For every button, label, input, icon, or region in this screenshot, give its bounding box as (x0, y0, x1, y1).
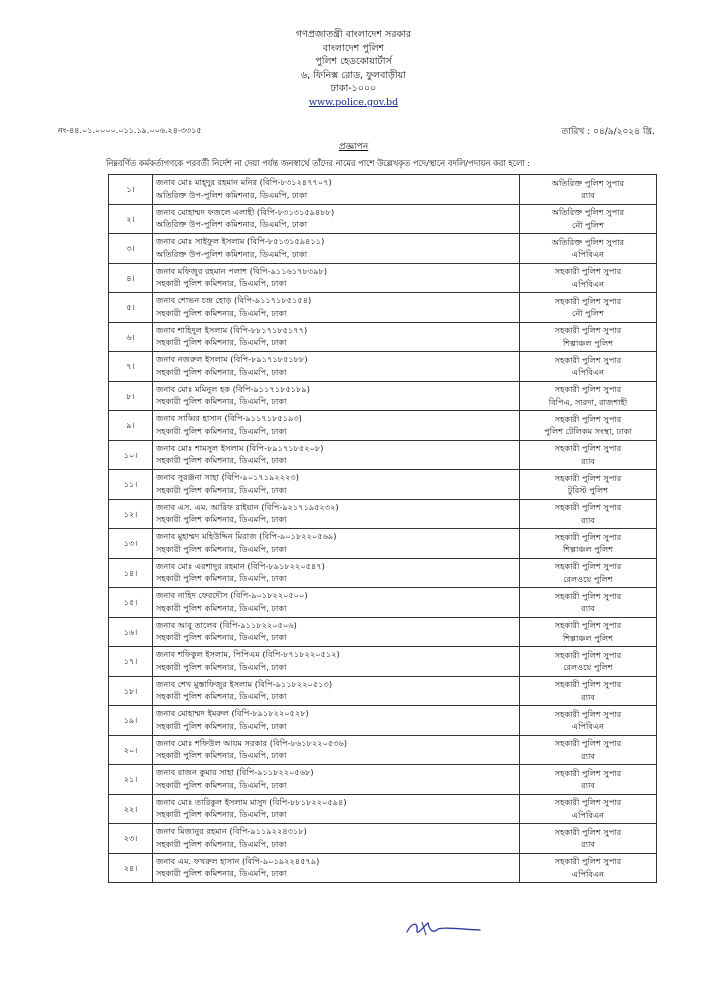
new-posting-cell (520, 647, 657, 677)
officer-name: জনাব মোঃ মমিনুল হক (বিপি-৯১১৭১৮৫১৮৯) (156, 383, 310, 394)
serial-number: ১৭। (109, 647, 153, 677)
new-posting-cell (520, 765, 657, 795)
officer-cell (153, 617, 520, 647)
new-designation: সহকারী পুলিশ সুপার (554, 826, 622, 837)
officer-cell (153, 529, 520, 559)
officer-cell (153, 322, 520, 352)
serial-number: ৬। (109, 322, 153, 352)
officer-name: জনাব মোঃ সাইফুল ইসলাম (বিপি-৮৫১৩১৫৯৪১১) (156, 236, 325, 246)
officer-name: জনাব মোঃ শামসুল ইসলাম (বিপি-৮৯১৭১৮৫২০৮) (156, 442, 324, 453)
current-posting: সহকারী পুলিশ কমিশনার, ডিএমপি, ঢাকা (156, 809, 287, 819)
new-posting-cell (520, 234, 657, 264)
new-posting-cell (520, 588, 657, 618)
new-designation: অতিরিক্ত পুলিশ সুপার (551, 207, 625, 218)
new-posting-cell (520, 470, 657, 500)
officer-cell (153, 676, 520, 706)
new-posting-cell (520, 706, 657, 736)
new-posting-cell (520, 381, 657, 411)
officer-name: জনাব মোহাম্মদ ইমরুল (বিপি-৮৯১৮২২০৫২৮) (156, 708, 309, 718)
new-designation: অতিরিক্ত পুলিশ সুপার (551, 236, 625, 247)
officer-cell (153, 794, 520, 824)
new-posting-cell (520, 499, 657, 529)
table-row (109, 440, 657, 470)
serial-number: ১৬। (109, 617, 153, 647)
current-posting: সহকারী পুলিশ কমিশনার, ডিএমপি, ঢাকা (156, 661, 287, 672)
serial-number: ৮। (109, 381, 153, 411)
reference-number: নং-৪৪.০১.০০০০.০১১.১৯.০০৬.২৪-৩৩১৫ (58, 126, 202, 135)
table-row (109, 234, 657, 264)
officer-name: জনাব শফিকুল ইসলাম, পিপিএম (বিপি-৮৭১৮২২০৫১২) (156, 649, 340, 659)
new-designation: সহকারী পুলিশ সুপার (554, 384, 622, 395)
department-name: বাংলাদেশ পুলিশ (322, 42, 385, 54)
officer-name: জনাব সাব্বির হাসান (বিপি-৯১১৭১৮৫১৯৩) (156, 413, 302, 423)
new-posting-cell (520, 352, 657, 382)
letterhead (0, 28, 707, 110)
current-posting: সহকারী পুলিশ কমিশনার, ডিএমপি, ঢাকা (156, 307, 287, 318)
new-posting-cell (520, 293, 657, 323)
new-posting-cell (520, 204, 657, 234)
current-posting: সহকারী পুলিশ কমিশনার, ডিএমপি, ঢাকা (156, 484, 287, 495)
notice-title: প্রজ্ঞাপন (338, 142, 369, 152)
table-row (109, 293, 657, 323)
officer-cell (153, 853, 520, 883)
current-posting: সহকারী পুলিশ কমিশনার, ডিএমপি, ঢাকা (156, 602, 287, 613)
new-posting-cell (520, 853, 657, 883)
new-designation: সহকারী পুলিশ সুপার (554, 620, 622, 631)
officer-name: জনাব সুরঞ্জনা সাহা (বিপি-৯০১৭১৯২২২৩) (156, 472, 299, 482)
serial-number: ৫। (109, 293, 153, 323)
serial-number: ১। (109, 175, 153, 205)
new-unit: এপিবিএন (571, 249, 605, 260)
current-posting: সহকারী পুলিশ কমিশনার, ডিএমপি, ঢাকা (156, 691, 287, 701)
officer-cell (153, 411, 520, 441)
serial-number: ১৯। (109, 706, 153, 736)
table-row (109, 765, 657, 795)
table-row (109, 263, 657, 293)
serial-number: ৯। (109, 411, 153, 441)
table-row (109, 499, 657, 529)
officer-cell (153, 234, 520, 264)
new-designation: সহকারী পুলিশ সুপার (554, 856, 622, 867)
new-designation: সহকারী পুলিশ সুপার (554, 561, 622, 572)
table-row (109, 794, 657, 824)
table-row (109, 706, 657, 736)
new-posting-cell (520, 676, 657, 706)
officer-cell (153, 175, 520, 205)
current-posting: অতিরিক্ত উপ-পুলিশ কমিশনার, ডিএমপি, ঢাকা (156, 248, 308, 259)
officer-cell (153, 706, 520, 736)
officer-name: জনাব এম. ফখরুল হাসান (বিপি-৯০১৯২২৪৫৭৯) (156, 855, 320, 866)
serial-number: ২৪। (109, 853, 153, 883)
new-unit: রেলওয়ে পুলিশ (563, 662, 613, 673)
officer-name: জনাব মোঃ তারিকুল ইসলাম মাসুদ (বিপি-৮৮১৮২২০৫৯৪) (156, 796, 347, 807)
current-posting: সহকারী পুলিশ কমিশনার, ডিএমপি, ঢাকা (156, 278, 287, 288)
new-designation: সহকারী পুলিশ সুপার (554, 767, 622, 778)
officer-name: জনাব শেখ মুস্তাফিজুর ইসলাম (বিপি-৯১১৮২২০৫১৩) (156, 678, 333, 689)
table-row (109, 735, 657, 765)
officer-name: জনাব নজরুল ইসলাম (বিপি-৮৯১৭১৮৫১৮৮) (156, 354, 308, 364)
serial-number: ২২। (109, 794, 153, 824)
new-designation: সহকারী পুলিশ সুপার (554, 413, 622, 424)
new-unit: র‍্যাব (581, 603, 595, 614)
serial-number: ৭। (109, 352, 153, 382)
new-designation: সহকারী পুলিশ সুপার (554, 590, 622, 601)
officer-name: জনাব মিজানুর রহমান (বিপি-৯১১৯২২৪৩১৮) (156, 826, 307, 836)
new-posting-cell (520, 440, 657, 470)
transfer-table (108, 174, 657, 883)
issue-date: তারিখ : ০৪/৯/২০২৪ খ্রি. (561, 127, 655, 137)
new-posting-cell (520, 735, 657, 765)
new-posting-cell (520, 263, 657, 293)
new-unit: র‍্যাব (581, 839, 595, 850)
officer-name: জনাব নাহিদ ফেরদৌস (বিপি-৯০১৮২২০৫০০) (156, 590, 308, 600)
table-row (109, 175, 657, 205)
new-posting-cell (520, 322, 657, 352)
officer-cell (153, 352, 520, 382)
serial-number: ১২। (109, 499, 153, 529)
new-posting-cell (520, 794, 657, 824)
new-designation: সহকারী পুলিশ সুপার (554, 266, 622, 277)
new-designation: সহকারী পুলিশ সুপার (554, 738, 622, 749)
office-address: ৬, ফিনিক্স রোড, ফুলবাড়ীয়া (300, 69, 407, 81)
officer-name: জনাব শোভন চন্দ্র হোড় (বিপি-৯১১৭১৮৫১৫৪) (156, 295, 312, 305)
officer-cell (153, 381, 520, 411)
new-unit: এপিবিএন (571, 367, 605, 378)
new-unit: বিপিএ, সারদা, রাজশাহী (548, 396, 628, 407)
officer-name: জনাব মফিজুর রহমান পলাশ (বিপি-৯১১৬১৭৮৩৯৮) (156, 265, 328, 276)
current-posting: সহকারী পুলিশ কমিশনার, ডিএমপি, ঢাকা (156, 632, 287, 642)
officer-name: জনাব আবু তালেব (বিপি-৯১১৮২২০৫০৬) (156, 619, 297, 630)
officer-cell (153, 588, 520, 618)
officer-cell (153, 293, 520, 323)
officer-name: জনাব শাহিদুল ইসলাম (বিপি-৮৮১৭১৮৫১৭৭) (156, 324, 308, 335)
new-unit: টুরিস্ট পুলিশ (567, 485, 609, 496)
officer-cell (153, 263, 520, 293)
table-row (109, 470, 657, 500)
serial-number: ২। (109, 204, 153, 234)
table-row (109, 617, 657, 647)
new-unit: শিল্পাঞ্চল পুলিশ (562, 337, 614, 348)
signature (404, 918, 482, 940)
new-unit: পুলিশ টেলিকম সংস্থা, ঢাকা (544, 426, 632, 437)
current-posting: সহকারী পুলিশ কমিশনার, ডিএমপি, ঢাকা (156, 779, 287, 790)
table-row (109, 381, 657, 411)
new-posting-cell (520, 175, 657, 205)
officer-cell (153, 204, 520, 234)
new-unit: নৌ পুলিশ (572, 219, 604, 230)
officer-cell (153, 470, 520, 500)
new-designation: সহকারী পুলিশ সুপার (554, 472, 622, 483)
new-unit: র‍্যাব (581, 691, 595, 702)
officer-name: জনাব মুহাম্মদ মহিউদ্দিন মিরাজ (বিপি-৯০১৮২২০৫৬৯) (156, 531, 337, 541)
current-posting: সহকারী পুলিশ কমিশনার, ডিএমপি, ঢাকা (156, 366, 287, 377)
govt-name: গণপ্রজাতন্ত্রী বাংলাদেশ সরকার (295, 29, 412, 40)
new-designation: সহকারী পুলিশ সুপার (554, 325, 622, 336)
new-designation: সহকারী পুলিশ সুপার (554, 443, 622, 454)
officer-cell (153, 440, 520, 470)
serial-number: ২৩। (109, 824, 153, 854)
new-posting-cell (520, 558, 657, 588)
table-row (109, 824, 657, 854)
new-posting-cell (520, 617, 657, 647)
serial-number: ৩। (109, 234, 153, 264)
officer-cell (153, 558, 520, 588)
new-unit: নৌ পুলিশ (572, 308, 604, 319)
new-unit: র‍্যাব (581, 780, 595, 791)
current-posting: সহকারী পুলিশ কমিশনার, ডিএমপি, ঢাকা (156, 573, 287, 583)
officer-name: জনাব মোহাম্মদ ফজলে এলাহী (বিপি-৮৩১৩১৫৯৪৮৮) (156, 206, 335, 217)
table-row (109, 558, 657, 588)
officer-cell (153, 735, 520, 765)
new-unit: র‍্যাব (581, 514, 595, 525)
serial-number: ২১। (109, 765, 153, 795)
officer-cell (153, 499, 520, 529)
new-designation: সহকারী পুলিশ সুপার (554, 649, 622, 660)
serial-number: ১৪। (109, 558, 153, 588)
new-designation: সহকারী পুলিশ সুপার (554, 797, 622, 808)
current-posting: সহকারী পুলিশ কমিশনার, ডিএমপি, ঢাকা (156, 455, 287, 465)
office-city: ঢাকা-১০০০ (330, 83, 377, 95)
current-posting: সহকারী পুলিশ কমিশনার, ডিএমপি, ঢাকা (156, 838, 287, 849)
serial-number: ৪। (109, 263, 153, 293)
new-designation: সহকারী পুলিশ সুপার (554, 502, 622, 513)
new-unit: এপিবিএন (571, 721, 605, 732)
new-unit: র‍্যাব (581, 750, 595, 761)
current-posting: সহকারী পুলিশ কমিশনার, ডিএমপি, ঢাকা (156, 514, 287, 524)
new-unit: এপিবিএন (571, 809, 605, 820)
table-row (109, 647, 657, 677)
new-unit: শিল্পাঞ্চল পুলিশ (562, 632, 614, 643)
office-name: পুলিশ হেডকোয়ার্টার্স (315, 56, 392, 68)
table-row (109, 411, 657, 441)
officer-name: জনাব মোঃ মাহ্দুর রহমান মনির (বিপি-৮৩১২৪৭৭০৭) (156, 177, 332, 187)
officer-name: জনাব রাজন কুমার সাহা (বিপি-৯১১৮২২০৫৬৮) (156, 767, 314, 777)
table-row (109, 676, 657, 706)
new-designation: সহকারী পুলিশ সুপার (554, 531, 622, 542)
officer-cell (153, 824, 520, 854)
current-posting: সহকারী পুলিশ কমিশনার, ডিএমপি, ঢাকা (156, 720, 287, 731)
serial-number: ১৫। (109, 588, 153, 618)
officer-cell (153, 765, 520, 795)
new-posting-cell (520, 411, 657, 441)
new-posting-cell (520, 529, 657, 559)
officer-cell (153, 647, 520, 677)
new-unit: র‍্যাব (581, 190, 595, 201)
table-row (109, 352, 657, 382)
serial-number: ২০। (109, 735, 153, 765)
officer-name: জনাব এস. এম. আরিফ রাইয়ান (বিপি-৯২১৭১৯৫২৩২) (156, 501, 339, 512)
new-designation: সহকারী পুলিশ সুপার (554, 708, 622, 719)
current-posting: অতিরিক্ত উপ-পুলিশ কমিশনার, ডিএমপি, ঢাকা (156, 219, 308, 229)
table-row (109, 322, 657, 352)
serial-number: ১০। (109, 440, 153, 470)
new-designation: সহকারী পুলিশ সুপার (554, 295, 622, 306)
new-unit: রেলওয়ে পুলিশ (563, 573, 613, 584)
new-unit: র‍্যাব (581, 455, 595, 466)
new-designation: সহকারী পুলিশ সুপার (554, 354, 622, 365)
table-row (109, 204, 657, 234)
current-posting: সহকারী পুলিশ কমিশনার, ডিএমপি, ঢাকা (156, 396, 287, 406)
notice-intro: নিম্নবর্ণিত কর্মকর্তাগণকে পরবর্তী নির্দেশ না দেয়া পর্যন্ত জনস্বার্থে তাঁদের নামের পাশে উল্লেখকৃত পদে/স্থানে বদলি/পদায়ন করা হলো : (106, 158, 531, 168)
current-posting: সহকারী পুলিশ কমিশনার, ডিএমপি, ঢাকা (156, 750, 287, 760)
serial-number: ১৩। (109, 529, 153, 559)
table-row (109, 529, 657, 559)
table-row (109, 588, 657, 618)
officer-name: জনাব মোঃ এরশাদুর রহমান (বিপি-৮৯১৮২২০৫৪৭) (156, 560, 325, 571)
new-unit: এপিবিএন (571, 868, 605, 879)
current-posting: সহকারী পুলিশ কমিশনার, ডিএমপি, ঢাকা (156, 868, 287, 878)
current-posting: সহকারী পুলিশ কমিশনার, ডিএমপি, ঢাকা (156, 337, 287, 347)
serial-number: ১১। (109, 470, 153, 500)
website-link[interactable]: www.police.gov.bd (308, 96, 399, 108)
new-designation: সহকারী পুলিশ সুপার (554, 679, 622, 690)
new-designation: অতিরিক্ত পুলিশ সুপার (551, 177, 625, 188)
officer-name: জনাব মোঃ শফিউল আযম সরকার (বিপি-৮৬১৮২২০৫৩৬) (156, 737, 348, 748)
current-posting: সহকারী পুলিশ কমিশনার, ডিএমপি, ঢাকা (156, 425, 287, 436)
new-unit: শিল্পাঞ্চল পুলিশ (562, 544, 614, 555)
new-unit: এপিবিএন (571, 278, 605, 289)
current-posting: অতিরিক্ত উপ-পুলিশ কমিশনার, ডিএমপি, ঢাকা (156, 189, 308, 200)
current-posting: সহকারী পুলিশ কমিশনার, ডিএমপি, ঢাকা (156, 543, 287, 554)
serial-number: ১৮। (109, 676, 153, 706)
table-row (109, 853, 657, 883)
new-posting-cell (520, 824, 657, 854)
